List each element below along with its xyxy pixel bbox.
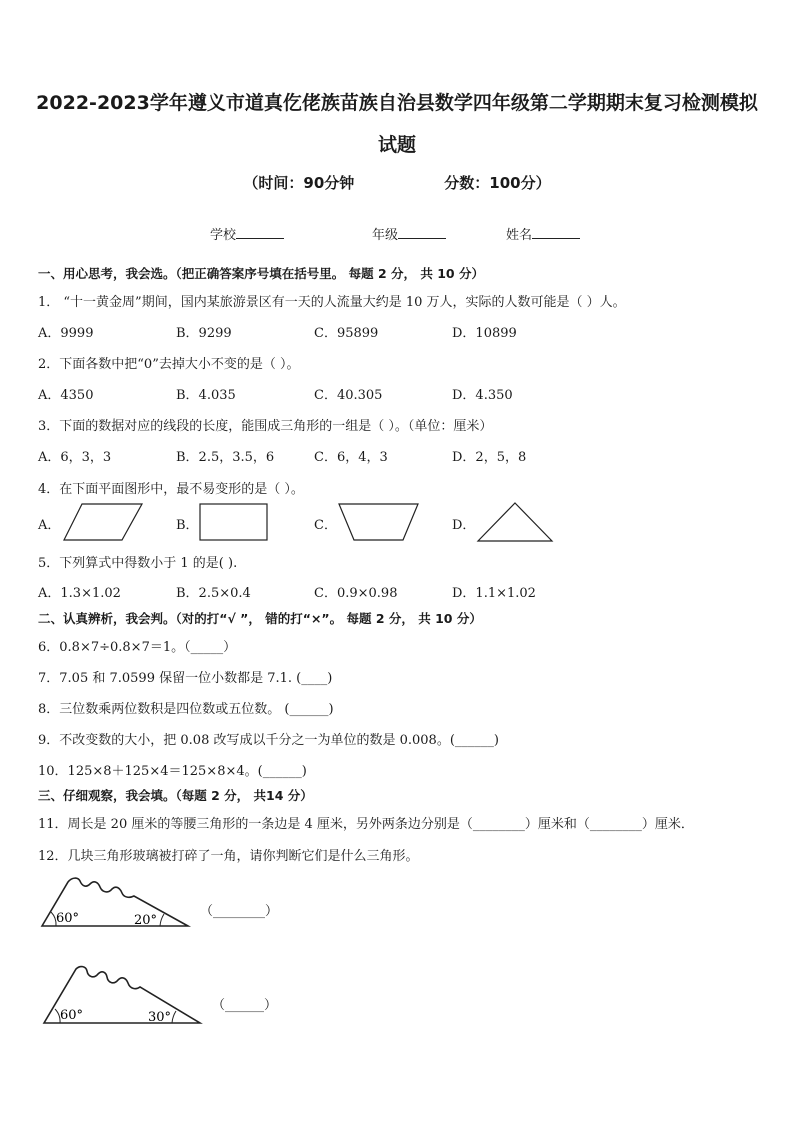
q2-stem: 2．下面各数中把“0”去掉大小不变的是（ ）。 xyxy=(38,357,300,372)
fig1-angle-left: 60° xyxy=(56,911,80,926)
q2-option-a[interactable]: A．4350 xyxy=(38,388,94,403)
name-label: 姓名 xyxy=(506,228,533,243)
q5-option-c[interactable]: C．0.9×0.98 xyxy=(314,586,398,601)
q1-option-b[interactable]: B．9299 xyxy=(176,326,232,341)
broken-triangle-1 xyxy=(38,876,198,932)
name-blank[interactable] xyxy=(532,226,580,239)
section3-heading: 三、仔细观察，我会填。（每题 2 分， 共14 分） xyxy=(38,788,313,803)
q2-option-b[interactable]: B．4.035 xyxy=(176,388,236,403)
grade-field xyxy=(372,224,446,243)
exam-title-line1: 2022-2023学年遵义市道真仡佬族苗族自治县数学四年级第二学期期末复习检测模拟 xyxy=(36,92,758,114)
section2-heading: 二、认真辨析，我会判。（对的打“√ ”， 错的打“×”。 每题 2 分， 共 10 分） xyxy=(38,611,482,626)
q3-option-d[interactable]: D．2，5，8 xyxy=(452,450,527,465)
score-label: 分数：100分） xyxy=(444,174,551,192)
exam-meta xyxy=(0,172,794,193)
fig2-angle-right: 30° xyxy=(148,1010,172,1025)
fig2-angle-left: 60° xyxy=(60,1008,84,1023)
q2-option-d[interactable]: D．4.350 xyxy=(452,388,513,403)
q10-stem: 10．125×8＋125×4＝125×8×4。(______) xyxy=(38,764,307,779)
q1-stem: 1． “十一黄金周”期间，国内某旅游景区有一天的人流量大约是 10 万人，实际的人数可能是（ ）人。 xyxy=(38,295,626,310)
fig2-answer[interactable]: （______） xyxy=(212,998,278,1013)
q6-stem: 6．0.8×7÷0.8×7＝1。（_____） xyxy=(38,640,237,655)
q4-option-d[interactable]: D． xyxy=(452,518,476,533)
rectangle-shape xyxy=(199,503,269,541)
fig1-answer[interactable]: （________） xyxy=(200,904,279,919)
q5-option-b[interactable]: B．2.5×0.4 xyxy=(176,586,251,601)
broken-triangle-2 xyxy=(40,965,206,1029)
q9-stem: 9．不改变数的大小，把 0.08 改写成以千分之一为单位的数是 0.008。(______) xyxy=(38,733,499,748)
q5-stem: 5．下列算式中得数小于 1 的是( ). xyxy=(38,556,238,571)
parallelogram-shape xyxy=(62,502,144,542)
q7-stem: 7．7.05 和 7.0599 保留一位小数都是 7.1. (____) xyxy=(38,671,333,686)
trapezoid-shape xyxy=(338,503,420,541)
q3-option-c[interactable]: C．6，4，3 xyxy=(314,450,388,465)
q3-option-b[interactable]: B．2.5，3.5，6 xyxy=(176,450,275,465)
triangle-shape xyxy=(476,502,554,542)
q3-stem: 3．下面的数据对应的线段的长度，能围成三角形的一组是（ ）。（单位：厘米） xyxy=(38,419,493,434)
exam-title-line2: 试题 xyxy=(377,134,416,156)
fig1-angle-right: 20° xyxy=(134,913,158,928)
q1-option-a[interactable]: A．9999 xyxy=(38,326,94,341)
q1-option-c[interactable]: C．95899 xyxy=(314,326,379,341)
q1-option-d[interactable]: D．10899 xyxy=(452,326,517,341)
q5-option-d[interactable]: D．1.1×1.02 xyxy=(452,586,536,601)
grade-blank[interactable] xyxy=(398,226,446,239)
section1-heading: 一、用心思考，我会选。（把正确答案序号填在括号里。 每题 2 分， 共 10 分） xyxy=(38,266,484,281)
q3-option-a[interactable]: A．6，3，3 xyxy=(38,450,112,465)
q12-stem: 12．几块三角形玻璃被打碎了一角，请你判断它们是什么三角形。 xyxy=(38,849,419,864)
grade-label: 年级 xyxy=(372,228,399,243)
school-field xyxy=(210,224,284,243)
q4-option-c[interactable]: C． xyxy=(314,518,337,533)
q2-option-c[interactable]: C．40.305 xyxy=(314,388,383,403)
q4-option-b[interactable]: B． xyxy=(176,518,199,533)
q11-stem: 11．周长是 20 厘米的等腰三角形的一条边是 4 厘米，另外两条边分别是（________）厘米和（________）厘米． xyxy=(38,817,694,832)
q8-stem: 8．三位数乘两位数积是四位数或五位数。 (______) xyxy=(38,702,334,717)
q5-option-a[interactable]: A．1.3×1.02 xyxy=(38,586,121,601)
time-label: （时间：90分钟 xyxy=(243,174,355,192)
q4-option-a[interactable]: A． xyxy=(38,518,61,533)
q4-stem: 4．在下面平面图形中，最不易变形的是（ ）。 xyxy=(38,482,304,497)
school-label: 学校 xyxy=(210,228,237,243)
name-field xyxy=(506,224,580,243)
school-blank[interactable] xyxy=(236,226,284,239)
